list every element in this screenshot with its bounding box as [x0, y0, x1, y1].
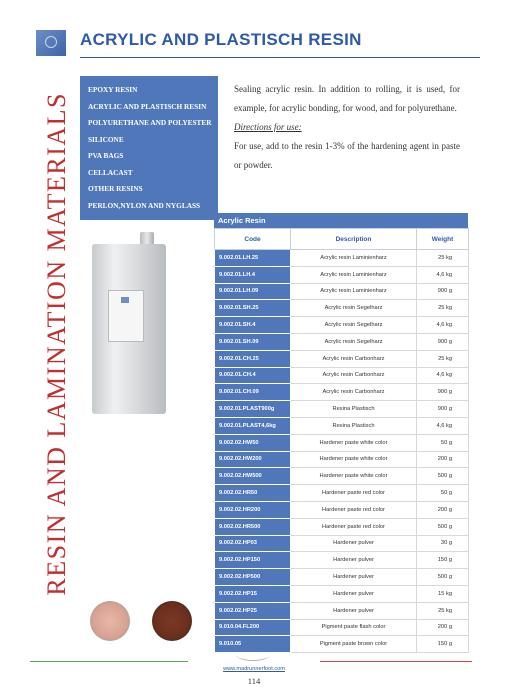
product-weight-cell: 50 g: [417, 434, 469, 451]
product-code-cell: 9.002.02.HP25: [215, 602, 291, 619]
table-row: [215, 401, 469, 418]
table-row: [215, 266, 469, 283]
product-description-cell: Hardener pulver: [291, 535, 417, 552]
product-description-cell: Acrylic resin Segelharz: [291, 317, 417, 334]
product-weight-cell: 4,6 kg: [417, 266, 469, 283]
logo-icon: [36, 30, 66, 56]
product-code-cell: 9.002.01.CH.4: [215, 367, 291, 384]
product-weight-cell: 900 g: [417, 333, 469, 350]
table-row: [215, 317, 469, 334]
product-weight-cell: 200 g: [417, 451, 469, 468]
menu-item-cellacast[interactable]: CELLACAST: [88, 167, 133, 177]
menu-item-silicone[interactable]: SILICONE: [88, 134, 124, 144]
product-description-cell: Hardener paste white color: [291, 468, 417, 485]
product-code-cell: 9.002.01.LH.09: [215, 283, 291, 300]
product-description-cell: Hardener pulver: [291, 552, 417, 569]
table-row: [215, 350, 469, 367]
menu-item-perlon-nylon-nyglass[interactable]: PERLON,NYLON AND NYGLASS: [88, 200, 201, 210]
product-weight-cell: 4,6 kg: [417, 417, 469, 434]
product-description-cell: Hardener paste red color: [291, 518, 417, 535]
product-weight-cell: 25 kg: [417, 300, 469, 317]
side-section-label: RESIN AND LAMINATION MATERIALS: [42, 92, 71, 596]
product-description-cell: Hardener pulver: [291, 602, 417, 619]
product-description: [234, 80, 460, 175]
table-row: [215, 367, 469, 384]
product-code-cell: 9.002.01.CH.25: [215, 350, 291, 367]
menu-item-pva-bags[interactable]: PVA BAGS: [88, 151, 124, 160]
product-weight-cell: 4,6 kg: [417, 317, 469, 334]
footer-website-link[interactable]: www.madrunnerfoot.com: [223, 666, 285, 672]
product-code-cell: 9.002.01.SH.09: [215, 333, 291, 350]
product-description-cell: Hardener paste white color: [291, 434, 417, 451]
product-weight-cell: 150 g: [417, 552, 469, 569]
menu-item-polyurethane-polyester[interactable]: POLYURETHANE AND POLYESTER: [88, 118, 212, 127]
product-code-cell: 9.010.05: [215, 636, 291, 653]
product-description-cell: Resina Plastisch: [291, 417, 417, 434]
footer-red-divider: [320, 661, 472, 662]
product-code-cell: 9.002.02.HR200: [215, 501, 291, 518]
product-weight-cell: 25 kg: [417, 350, 469, 367]
product-table: [214, 228, 469, 653]
product-weight-cell: 900 g: [417, 283, 469, 300]
product-weight-cell: 500 g: [417, 518, 469, 535]
product-code-cell: 9.002.02.HP03: [215, 535, 291, 552]
product-description-cell: Resina Plastisch: [291, 401, 417, 418]
table-row: [215, 250, 469, 267]
product-code-cell: 9.002.02.HW50: [215, 434, 291, 451]
product-code-cell: 9.002.01.SH.25: [215, 300, 291, 317]
product-code-cell: 9.002.02.HW200: [215, 451, 291, 468]
menu-item-other-resins[interactable]: OTHER RESINS: [88, 184, 143, 193]
product-weight-cell: 50 g: [417, 485, 469, 502]
menu-item-epoxy-resin[interactable]: EPOXY RESIN: [88, 85, 138, 94]
table-row: [215, 501, 469, 518]
product-description-cell: Acrylic resin Laminienharz: [291, 250, 417, 267]
page-number: 114: [247, 676, 261, 686]
table-row: [215, 485, 469, 502]
product-code-cell: 9.002.02.HP500: [215, 569, 291, 586]
footer-logo-icon: [236, 648, 270, 661]
product-weight-cell: 200 g: [417, 501, 469, 518]
product-code-cell: 9.002.01.CH.09: [215, 384, 291, 401]
product-description-cell: Hardener paste white color: [291, 451, 417, 468]
table-row: [215, 451, 469, 468]
table-header-row: [215, 229, 469, 250]
title-divider: [80, 57, 480, 58]
product-code-cell: 9.010.04.FL200: [215, 619, 291, 636]
table-row: [215, 602, 469, 619]
product-description-cell: Acrylic resin Laminienharz: [291, 266, 417, 283]
product-description-cell: Acrylic resin Carbonharz: [291, 384, 417, 401]
product-weight-cell: 25 kg: [417, 602, 469, 619]
product-weight-cell: 15 kg: [417, 585, 469, 602]
product-weight-cell: 200 g: [417, 619, 469, 636]
product-code-cell: 9.002.02.HP150: [215, 552, 291, 569]
footer-green-divider: [30, 661, 188, 662]
column-header-code: Code: [215, 229, 291, 250]
page-title: ACRYLIC AND PLASTISCH RESIN: [80, 30, 362, 49]
product-description-cell: Hardener paste red color: [291, 501, 417, 518]
product-code-cell: 9.002.02.HR50: [215, 485, 291, 502]
table-row: [215, 300, 469, 317]
table-body: [215, 250, 469, 653]
product-code-cell: 9.002.02.HW500: [215, 468, 291, 485]
product-description-cell: Acrylic resin Segelharz: [291, 333, 417, 350]
table-row: [215, 535, 469, 552]
table-row: [215, 552, 469, 569]
product-weight-cell: 900 g: [417, 384, 469, 401]
product-description-cell: Acrylic resin Laminienharz: [291, 283, 417, 300]
table-row: [215, 417, 469, 434]
menu-item-acrylic-plastisch-resin[interactable]: ACRYLIC AND PLASTISCH RESIN: [88, 101, 207, 111]
product-description-cell: Hardener pulver: [291, 569, 417, 586]
product-description-cell: Acrylic resin Carbonharz: [291, 367, 417, 384]
column-header-description: Description: [291, 229, 417, 250]
product-code-cell: 9.002.01.PLAST900g: [215, 401, 291, 418]
table-row: [215, 333, 469, 350]
product-description-cell: Acrylic resin Carbonharz: [291, 350, 417, 367]
table-row: [215, 585, 469, 602]
product-weight-cell: 4,6 kg: [417, 367, 469, 384]
column-header-weight: Weight: [417, 229, 469, 250]
product-table-section: [214, 213, 468, 653]
product-weight-cell: 30 g: [417, 535, 469, 552]
product-code-cell: 9.002.01.LH.4: [215, 266, 291, 283]
product-code-cell: 9.002.01.SH.4: [215, 317, 291, 334]
table-row: [215, 384, 469, 401]
product-weight-cell: 500 g: [417, 468, 469, 485]
table-row: [215, 283, 469, 300]
product-weight-cell: 500 g: [417, 569, 469, 586]
product-description-cell: Hardener pulver: [291, 585, 417, 602]
table-row: [215, 569, 469, 586]
canister-label-image: [108, 290, 144, 342]
category-menu: [80, 76, 218, 220]
flesh-pigment-image: [90, 601, 130, 641]
product-code-cell: 9.002.02.HP15: [215, 585, 291, 602]
product-description-cell: Pigment paste brown color: [291, 636, 417, 653]
table-row: [215, 468, 469, 485]
product-code-cell: 9.002.02.HR500: [215, 518, 291, 535]
product-description-cell: Acrylic resin Segelharz: [291, 300, 417, 317]
brown-pigment-image: [152, 601, 192, 641]
table-title: Acrylic Resin: [214, 213, 468, 228]
table-row: [215, 518, 469, 535]
table-row: [215, 434, 469, 451]
product-code-cell: 9.002.01.LH.25: [215, 250, 291, 267]
description-intro: Sealing acrylic resin. In addition to rolling, it is used, for example, for acrylic bonding, for wood, and for polyurethane.: [234, 84, 460, 113]
product-weight-cell: 25 kg: [417, 250, 469, 267]
directions-heading: Directions for use:: [234, 122, 302, 132]
product-weight-cell: 150 g: [417, 636, 469, 653]
directions-text: For use, add to the resin 1-3% of the hardening agent in paste or powder.: [234, 141, 460, 170]
product-description-cell: Pigment paste flash color: [291, 619, 417, 636]
product-description-cell: Hardener paste red color: [291, 485, 417, 502]
table-row: [215, 619, 469, 636]
product-weight-cell: 900 g: [417, 401, 469, 418]
product-code-cell: 9.002.01.PLAST4,6kg: [215, 417, 291, 434]
